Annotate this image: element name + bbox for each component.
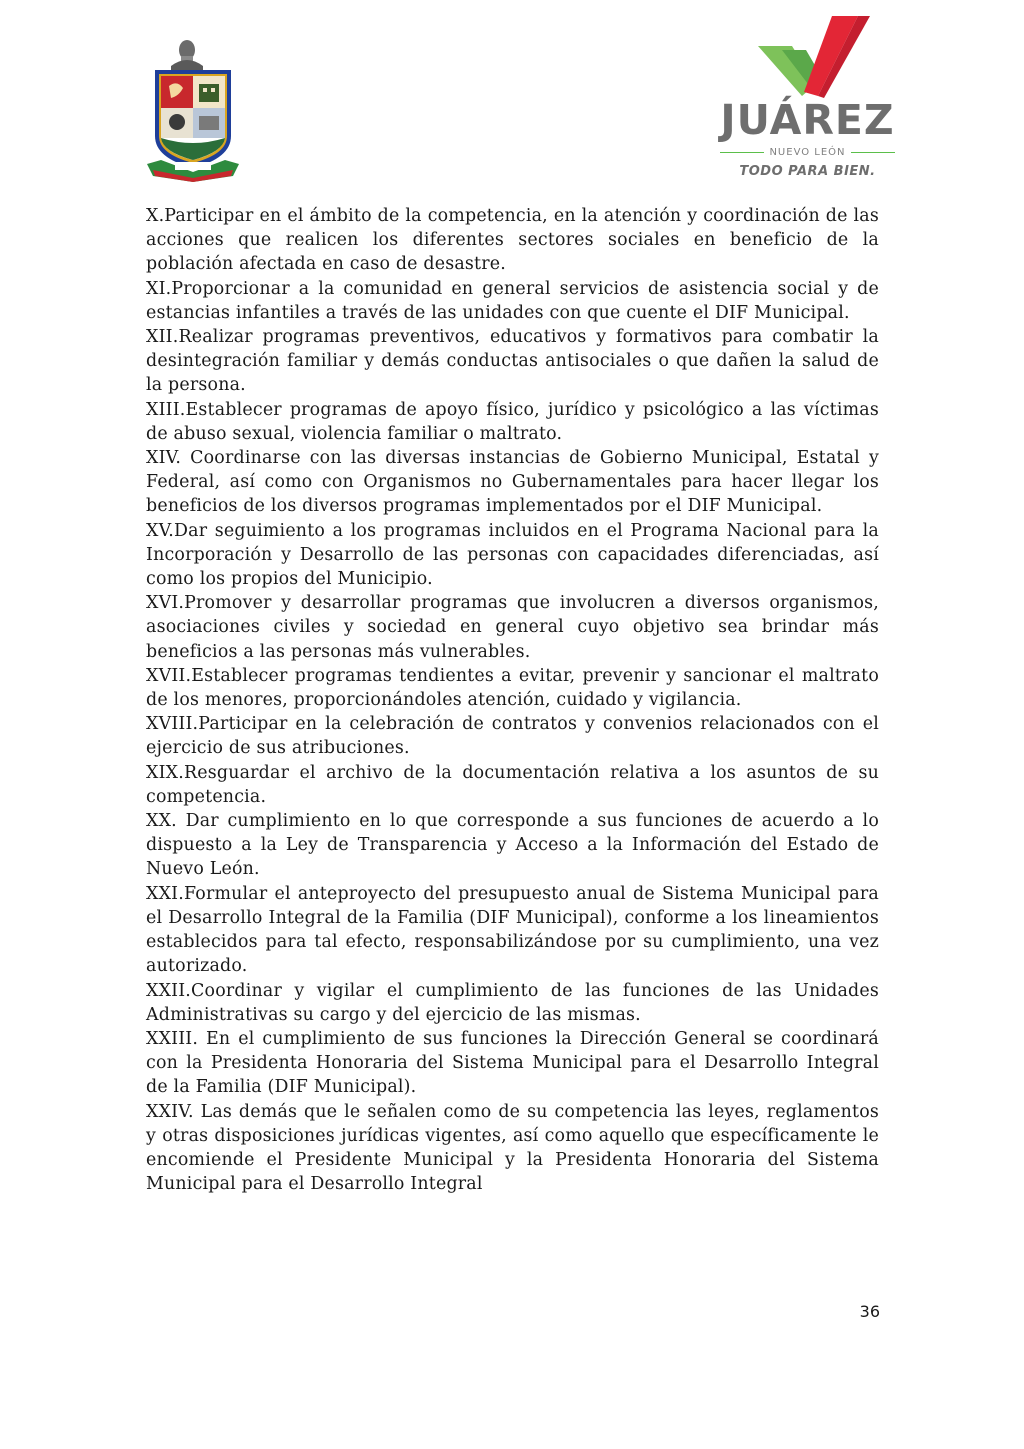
coat-of-arms-icon bbox=[145, 36, 241, 184]
logo-region-text: NUEVO LEÓN bbox=[769, 147, 846, 158]
logo-slogan: TODO PARA BIEN. bbox=[739, 164, 876, 179]
paragraph-xiv: XIV. Coordinarse con las diversas instancias de Gobierno Municipal, Estatal y Federal, así como con Organismos no Gubernamentales para hacer llegar los beneficios de los diversos programas implementados por el DIF Municipal. bbox=[146, 448, 879, 517]
juarez-logo bbox=[720, 14, 895, 179]
paragraph-xiii: XIII.Establecer programas de apoyo físico, jurídico y psicológico a las víctimas de abuso sexual, violencia familiar o maltrato. bbox=[146, 399, 879, 444]
paragraph-xxi: XXI.Formular el anteproyecto del presupuesto anual de Sistema Municipal para el Desarrollo Integral de la Familia (DIF Municipal), conforme a los lineamientos establecidos para tal efecto, responsabilizándose por su cumplimiento, una vez autorizado. bbox=[146, 883, 879, 977]
logo-region bbox=[720, 147, 895, 158]
paragraph-xix: XIX.Resguardar el archivo de la documentación relativa a los asuntos de su competencia. bbox=[146, 762, 879, 807]
paragraph-xxiii: XXIII. En el cumplimiento de sus funciones la Dirección General se coordinará con la Presidenta Honoraria del Sistema Municipal para el Desarrollo Integral de la Familia (DIF Municipal). bbox=[146, 1028, 879, 1098]
paragraph-x: X.Participar en el ámbito de la competencia, en la atención y coordinación de las acciones que realicen los diferentes sectores sociales en beneficio de la población afectada en caso de desastre. bbox=[146, 206, 879, 275]
paragraph-xx: XX. Dar cumplimiento en lo que corresponde a sus funciones de acuerdo a lo dispuesto a la Ley de Transparencia y Acceso a la Información del Estado de Nuevo León. bbox=[146, 811, 879, 880]
paragraph-xviii: XVIII.Participar en la celebración de contratos y convenios relacionados con el ejercicio de sus atribuciones. bbox=[146, 714, 879, 759]
document-body bbox=[146, 204, 879, 1196]
paragraph-xii: XII.Realizar programas preventivos, educativos y formativos para combatir la desintegración familiar y demás conductas antisociales o que dañen la salud de la persona. bbox=[146, 327, 879, 396]
paragraph-xxiv: XXIV. Las demás que le señalen como de su competencia las leyes, reglamentos y otras disposiciones jurídicas vigentes, así como aquello que específicamente le encomiende el Presidente Municipal y la Presidenta Honoraria del Sistema Municipal para el Desarrollo Integral bbox=[146, 1101, 879, 1195]
logo-wordmark: JUÁREZ bbox=[720, 96, 895, 144]
checkmark-logo-icon bbox=[720, 14, 895, 100]
page-number: 36 bbox=[859, 1302, 880, 1321]
paragraph-xv: XV.Dar seguimiento a los programas incluidos en el Programa Nacional para la Incorporación y Desarrollo de las personas con capacidades diferenciadas, así como los propios del Municipio. bbox=[146, 520, 879, 590]
paragraph-xvi: XVI.Promover y desarrollar programas que involucren a diversos organismos, asociaciones civiles y sociedad en general cuyo objetivo sea brindar más beneficios a las personas más vulnerables. bbox=[146, 593, 879, 662]
paragraph-xxii: XXII.Coordinar y vigilar el cumplimiento de las funciones de las Unidades Administrativas su cargo y del ejercicio de las mismas. bbox=[146, 980, 879, 1025]
paragraph-xvii: XVII.Establecer programas tendientes a evitar, prevenir y sancionar el maltrato de los menores, proporcionándoles atención, cuidado y vigilancia. bbox=[146, 665, 879, 711]
logo-rule-left bbox=[720, 152, 764, 153]
paragraph-xi: XI.Proporcionar a la comunidad en general servicios de asistencia social y de estancias infantiles a través de las unidades con que cuente el DIF Municipal. bbox=[146, 278, 879, 323]
logo-rule-right bbox=[851, 152, 895, 153]
coat-of-arms-logo bbox=[145, 36, 241, 184]
